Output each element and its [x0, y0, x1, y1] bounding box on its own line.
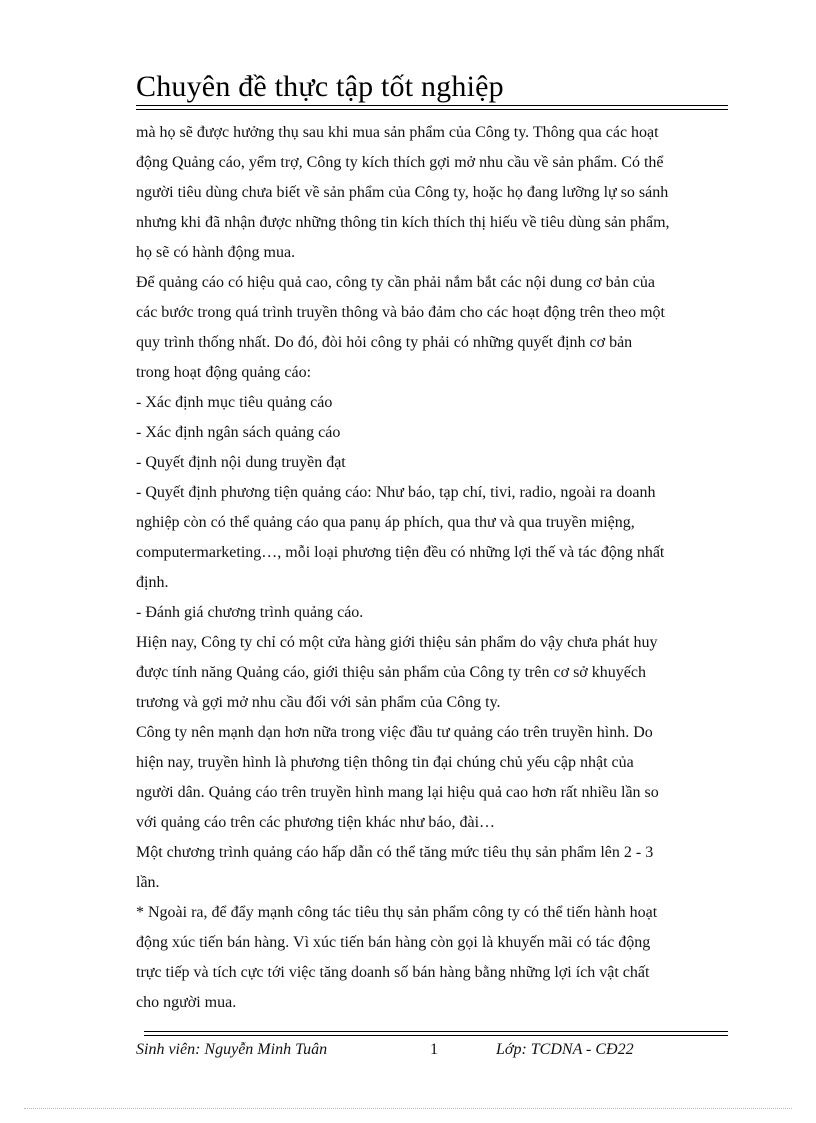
page-title: Chuyên đề thực tập tốt nghiệp [136, 70, 504, 103]
footer-page-number: 1 [430, 1041, 438, 1058]
body-line: - Quyết định phương tiện quảng cáo: Như báo, tạp chí, tivi, radio, ngoài ra doanh [136, 484, 656, 501]
body-line: hiện nay, truyền hình là phương tiện thông tin đại chúng chủ yếu cập nhật của [136, 754, 634, 771]
body-line: người dân. Quảng cáo trên truyền hình mang lại hiệu quả cao hơn rất nhiều lần so [136, 784, 659, 801]
body-line: trong hoạt động quảng cáo: [136, 364, 312, 381]
body-line: cho người mua. [136, 994, 237, 1011]
footer-rule-top [144, 1031, 728, 1032]
page-edge-divider [24, 1108, 792, 1109]
header-rule-top [136, 105, 728, 106]
body-line: định. [136, 574, 169, 591]
header-rule-bottom [136, 109, 728, 110]
body-line: động xúc tiến bán hàng. Vì xúc tiến bán hàng còn gọi là khuyến mãi có tác động [136, 934, 651, 951]
body-line: mà họ sẽ được hưởng thụ sau khi mua sản phẩm của Công ty. Thông qua các hoạt [136, 124, 659, 141]
body-line: Để quảng cáo có hiệu quả cao, công ty cần phải nắm bắt các nội dung cơ bản của [136, 274, 655, 291]
body-line: được tính năng Quảng cáo, giới thiệu sản phẩm của Công ty trên cơ sở khuyếch [136, 664, 646, 681]
body-line: nhưng khi đã nhận được những thông tin kích thích thị hiếu về tiêu dùng sản phẩm, [136, 214, 670, 231]
body-line: các bước trong quá trình truyền thông và bảo đảm cho các hoạt động trên theo một [136, 304, 665, 321]
body-line: nghiệp còn có thể quảng cáo qua panụ áp phích, qua thư và qua truyền miệng, [136, 514, 635, 531]
body-line: lần. [136, 874, 160, 891]
footer-student: Sinh viên: Nguyễn Minh Tuân [136, 1041, 328, 1058]
body-line: họ sẽ có hành động mua. [136, 244, 296, 261]
body-line: - Quyết định nội dung truyền đạt [136, 454, 346, 471]
body-line: computermarketing…, mỗi loại phương tiện đều có những lợi thế và tác động nhất [136, 544, 665, 561]
body-line: trương và gợi mở nhu cầu đối với sản phẩm của Công ty. [136, 694, 501, 711]
footer-rule-bottom [144, 1035, 728, 1036]
body-line: trực tiếp và tích cực tới việc tăng doanh số bán hàng bằng những lợi ích vật chất [136, 964, 650, 981]
body-line: * Ngoài ra, để đẩy mạnh công tác tiêu thụ sản phẩm công ty có thể tiến hành hoạt [136, 904, 658, 921]
footer-class-info: Lớp: TCDNA - CĐ22 [496, 1041, 634, 1058]
body-line: - Xác định mục tiêu quảng cáo [136, 394, 333, 411]
body-line: với quảng cáo trên các phương tiện khác như báo, đài… [136, 814, 496, 831]
body-line: động Quảng cáo, yểm trợ, Công ty kích thích gợi mở nhu cầu về sản phẩm. Có thể [136, 154, 664, 171]
body-line: - Đánh giá chương trình quảng cáo. [136, 604, 364, 621]
body-text [136, 118, 728, 1018]
body-line: người tiêu dùng chưa biết về sản phẩm của Công ty, hoặc họ đang lưỡng lự so sánh [136, 184, 669, 201]
body-line: Hiện nay, Công ty chỉ có một cửa hàng giới thiệu sản phẩm do vậy chưa phát huy [136, 634, 658, 651]
body-line: Công ty nên mạnh dạn hơn nữa trong việc đầu tư quảng cáo trên truyền hình. Do [136, 724, 653, 741]
page-footer [136, 1041, 728, 1063]
body-line: quy trình thống nhất. Do đó, đòi hỏi công ty phải có những quyết định cơ bản [136, 334, 633, 351]
body-line: - Xác định ngân sách quảng cáo [136, 424, 341, 441]
body-line: Một chương trình quảng cáo hấp dẫn có thể tăng mức tiêu thụ sản phẩm lên 2 - 3 [136, 844, 654, 861]
